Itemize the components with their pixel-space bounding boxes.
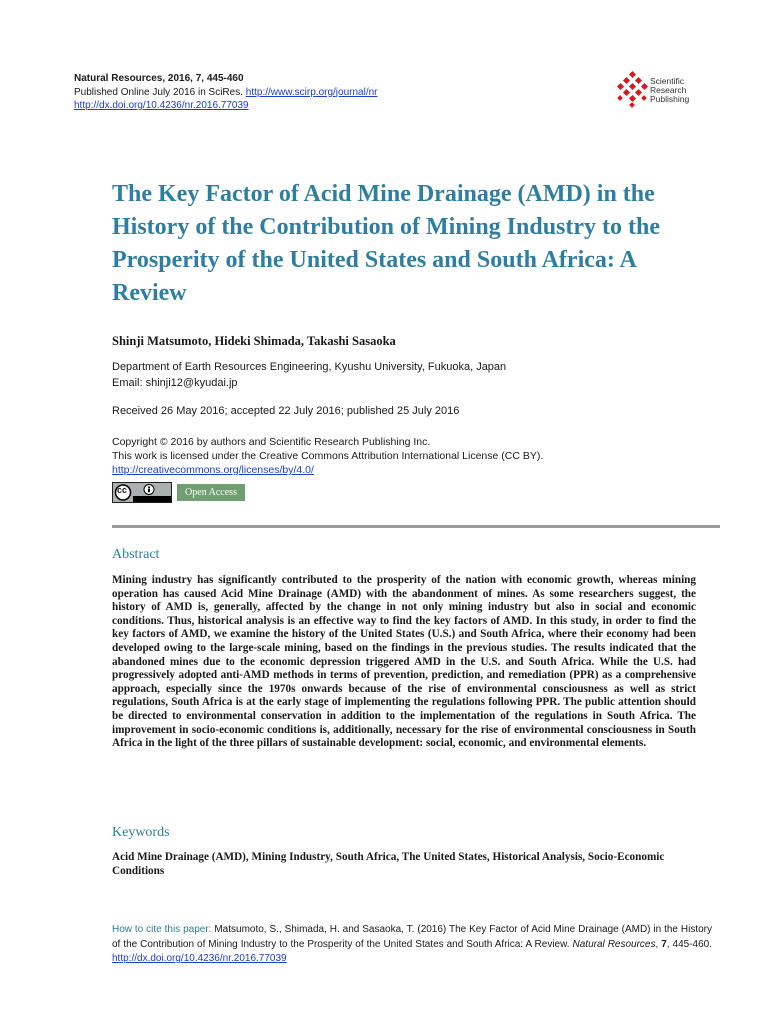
scirp-logo [616,70,706,110]
journal-citation: Natural Resources, 2016, 7, 445-460 [74,73,244,84]
citation-journal: Natural Resources [572,938,656,950]
header-doi-link[interactable]: http://dx.doi.org/10.4236/nr.2016.77039 [74,100,249,111]
license-url-link[interactable]: http://creativecommons.org/licenses/by/4.0/ [112,464,314,476]
cc-mark: cc [117,485,128,495]
scirp-logo-icon [616,70,650,110]
cc-by-badge[interactable] [112,482,172,503]
abstract-text: Mining industry has significantly contributed to the prosperity of the nation with economic growth, whereas mining operation has caused Acid Mine Drainage (AMD) with the abandonment of mines. As some researchers suggest, the history of AMD is, generally, affected by the change in not only mining industry but also in social and economic conditions. Thus, historical analysis is an effective way to find the key factors of AMD. In this study, in order to find the key factors of AMD, we examine the history of the United States (U.S.) and South Africa, where their economy had been developed owing to the large-scale mining, based on the findings in the previous studies. The results indicated that the abandoned mines due to the economic depression triggered AMD in the U.S. and South Africa. While the U.S. had progressively adopted anti-AMD methods in terms of prevention, prediction, and remediation (PPR) as a comprehensive approach, especially since the 1970s onwards because of the rise of environmental consciousness as well as strict regulations, South Africa is at the early stage of implementing the regulations following PPR. The public attention should be directed to environmental conservation in addition to the implementation of the regulations in South Africa. The improvement in socio-economic conditions is, additionally, necessary for the rise of environmental consciousness in South Africa in the light of the three pillars of sustainable development: social, economic, and environmental elements. [112,574,696,750]
paper-title: The Key Factor of Acid Mine Drainage (AMD) in the History of the Contribution of Mining Industry to the Prosperity of the United States and South Africa: A Review [112,181,661,306]
license-line: This work is licensed under the Creative Commons Attribution International License (CC BY). [112,450,544,462]
received-dates: Received 26 May 2016; accepted 22 July 2016; published 25 July 2016 [112,405,460,417]
logo-wordmark: Scientific Research Publishing [650,76,690,104]
citation-block: How to cite this paper: Matsumoto, S., Shimada, H. and Sasaoka, T. (2016) The Key Factor of Acid Mine Drainage (AMD) in the History of the Contribution of Mining Industry to the Prosperity of the United States and South Africa: A Review. Natural Resources, 7, 445-460. http://dx.doi.org/10.4236/nr.2016.77039 [112,924,712,964]
citation-text: Matsumoto, S., Shimada, H. and Sasaoka, T. (2016) The Key Factor of Acid Mine Drainage (AMD) in the History of the Contribution of Mining Industry to the Prosperity of the United States and South Africa: A Review. [112,924,712,950]
keywords-text: Acid Mine Drainage (AMD), Mining Industry, South Africa, The United States, Historical Analysis, Socio-Economic Conditions [112,851,665,877]
journal-url-link[interactable]: http://www.scirp.org/journal/nr [245,86,378,98]
copyright-line: Copyright © 2016 by authors and Scientific Research Publishing Inc. [112,436,431,448]
copyright-block [112,435,543,477]
author-email: Email: shinji12@kyudai.jp [112,377,238,389]
citation-label: How to cite this paper: [112,924,215,935]
published-line: Published Online July 2016 in SciRes. http://www.scirp.org/journal/nr [74,86,378,98]
journal-header [74,72,377,113]
section-divider [112,525,720,528]
abstract-heading: Abstract [112,547,160,562]
citation-pages: , 445-460. [666,938,712,950]
citation-volume: 7 [661,938,667,950]
affiliation-block [112,359,506,391]
keywords-heading: Keywords [112,825,170,840]
citation-doi-link[interactable]: http://dx.doi.org/10.4236/nr.2016.77039 [112,953,287,964]
affiliation: Department of Earth Resources Engineering, Kyushu University, Fukuoka, Japan [112,361,507,373]
author-list: Shinji Matsumoto, Hideki Shimada, Takashi Sasaoka [112,334,396,348]
open-access-badge: Open Access [177,484,245,501]
